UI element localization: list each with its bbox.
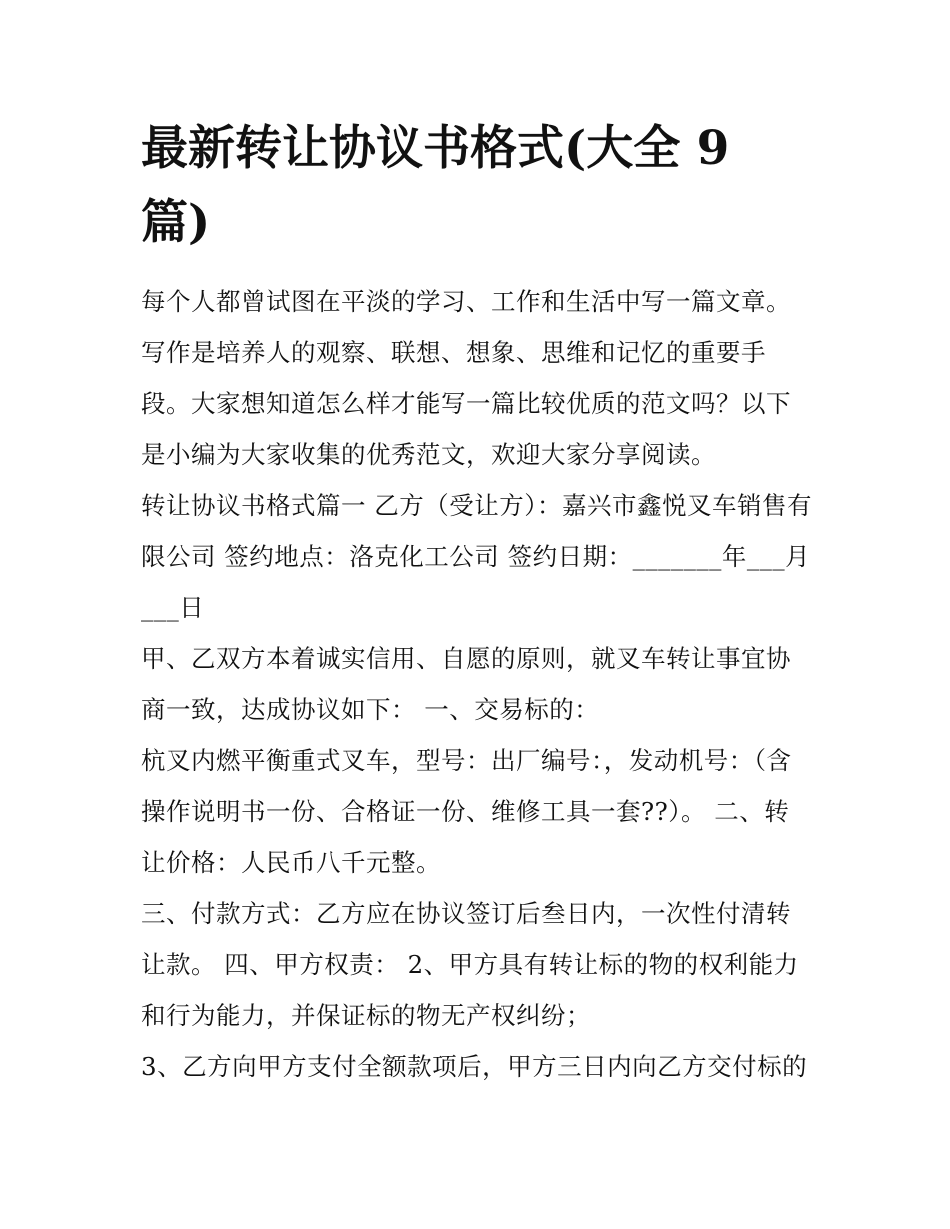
document-title: 最新转让协议书格式(大全 9 篇) (141, 121, 730, 250)
subject-paragraph: 杭叉内燃平衡重式叉车，型号：出厂编号：，发动机号：（含操作说明书一份、合格证一份、维修工具一套??）。 二、转让价格：人民币八千元整。 (141, 746, 792, 877)
parties-paragraph: 转让协议书格式篇一 乙方（受让方）：嘉兴市鑫悦叉车销售有限公司 签约地点：洛克化工公司 签约日期：_______年___月___日 (141, 491, 813, 622)
document-body (141, 112, 813, 1092)
intro-paragraph: 每个人都曾试图在平淡的学习、工作和生活中写一篇文章。写作是培养人的观察、联想、想象、思维和记忆的重要手段。大家想知道怎么样才能写一篇比较优质的范文吗？以下是小编为大家收集的优秀范文，欢迎大家分享阅读。 (141, 287, 791, 469)
principle-paragraph: 甲、乙双方本着诚实信用、自愿的原则，就叉车转让事宜协商一致，达成协议如下： 一、交易标的： (141, 644, 791, 724)
delivery-paragraph: 3、乙方向甲方支付全额款项后，甲方三日内向乙方交付标的 (141, 1052, 808, 1081)
payment-paragraph: 三、付款方式：乙方应在协议签订后叁日内，一次性付清转让款。 四、甲方权责： 2、甲方具有转让标的物的权利能力和行为能力，并保证标的物无产权纠纷； (141, 899, 799, 1030)
